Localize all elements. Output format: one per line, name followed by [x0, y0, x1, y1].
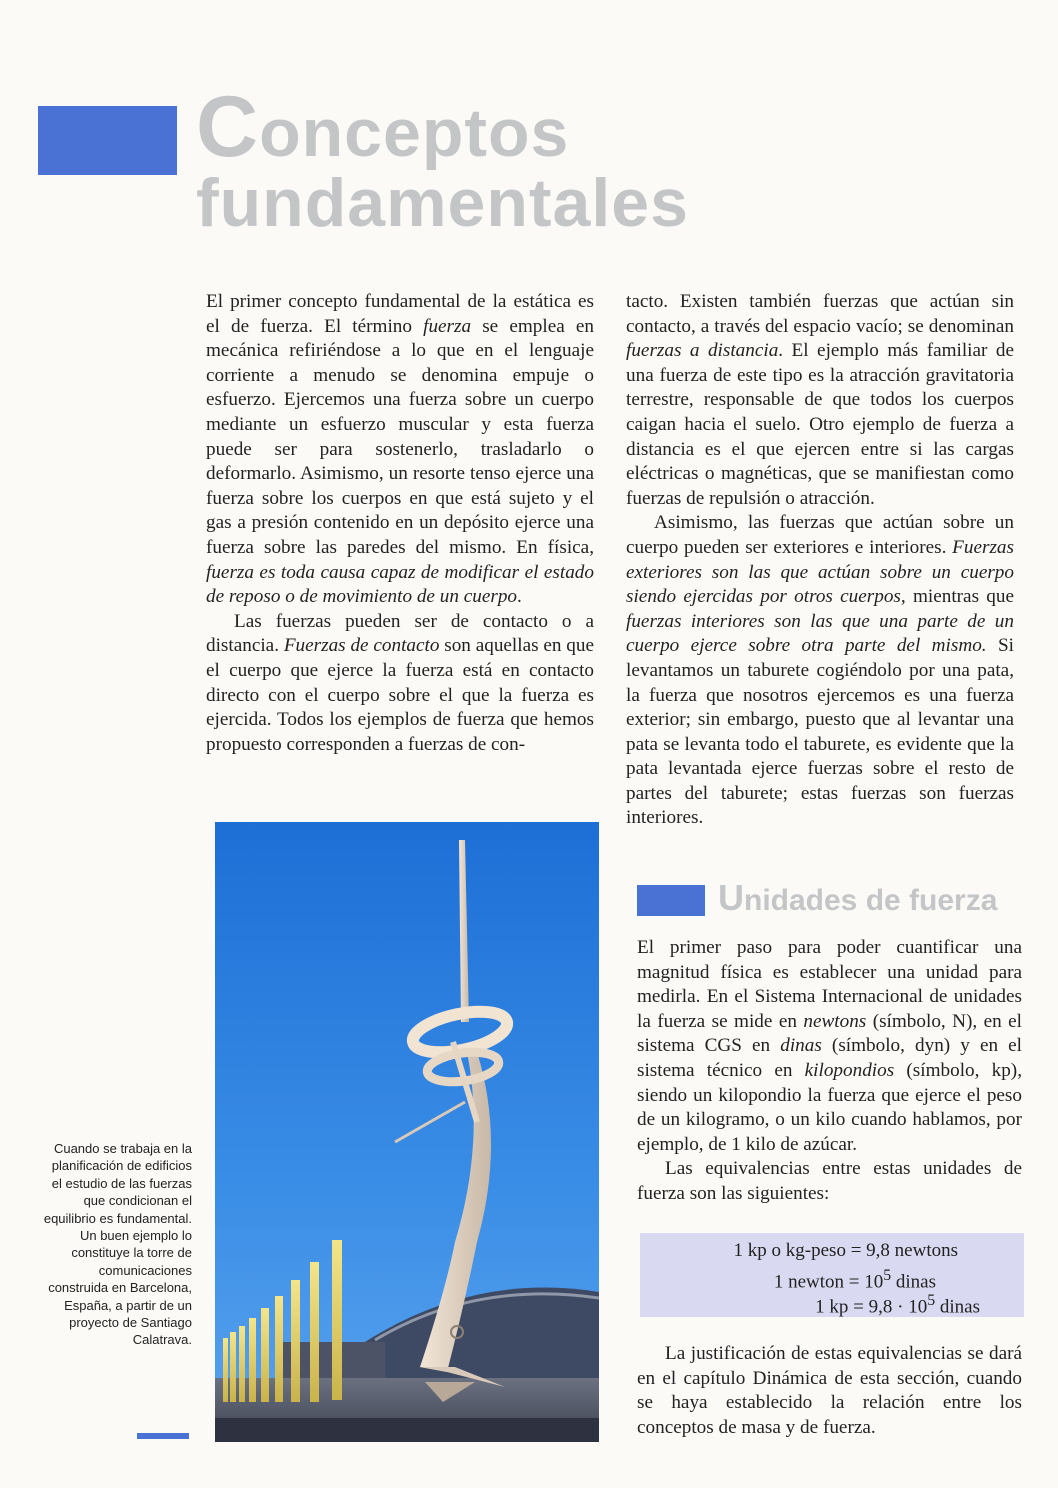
section-heading-rest: nidades de fuerza: [744, 884, 998, 917]
caption-accent-rule: [137, 1433, 189, 1439]
left-paragraph-2: Las fuerzas pueden ser de contacto o a distancia. Fuerzas de contacto son aquellas en que el cuerpo que ejerce la fuerza está en contacto directo con el cuerpo sobre el que la fuerza es ejercida. Todos los ejemplos de fuerza que hemos propuesto corresponden a fuerzas de con-: [206, 610, 594, 755]
section-heading-initial: U: [718, 877, 744, 918]
title-line-1: [196, 79, 689, 175]
left-text-column: [206, 290, 594, 757]
units-paragraph-2: Las equivalencias entre estas unidades de fuerza son las siguientes:: [637, 1158, 1022, 1204]
right-paragraph-2: Asimismo, las fuerzas que actúan sobre un cuerpo pueden ser exteriores e interiores. Fuerzas exteriores son las que actúan sobre un cuerpo siendo ejercidas por otros cuerpos, mientras que fuerzas interiores son las que una parte de un cuerpo ejerce sobre otra parte del mismo. Si levantamos un taburete cogiéndolo por una pata, la fuerza que nosotros ejercemos es una fuerza exterior; sin embargo, puesto que al levantar una pata se levanta todo el taburete, es evidente que la pata levantada ejerce fuerzas sobre el resto de partes del taburete; estas fuerzas son fuerzas interiores.: [626, 512, 1014, 829]
units-paragraph-1: El primer paso para poder cuantificar una magnitud física es establecer una unidad para medirla. En el Sistema Internacional de unidades la fuerza se mide en newtons (símbolo, N), en el sistema CGS en dinas (símbolo, dyn) y en el sistema técnico en kilopondios (símbolo, kp), siendo un kilopondio la fuerza que ejerce el peso de un kilogramo, o un kilo cuando hablamos, por ejemplo, de 1 kilo de azúcar.: [637, 937, 1022, 1155]
tower-photo: [215, 822, 599, 1442]
title-accent-block: [38, 106, 177, 175]
units-text-column: [637, 936, 1022, 1207]
equivalence-1: 1 kp o kg-peso = 9,8 newtons: [733, 1240, 958, 1261]
photo-caption: Cuando se trabaja en la planificación de edificios el estudio de las fuerzas que condicionan el equilibrio es fundamental. Un buen ejemplo lo constituye la torre de comunicaciones construida en Barcelona, España, a partir de un proyecto de Santiago Calatrava.: [43, 1141, 192, 1348]
left-paragraph-1: El primer concepto fundamental de la estática es el de fuerza. El término fuerza se emplea en mecánica refiriéndose a lo que en el lenguaje corriente a menudo se denomina empuje o esfuerzo. Ejercemos una fuerza sobre un cuerpo mediante un esfuerzo muscular y esta fuerza puede ser para sostenerlo, trasladarlo o deformarlo. Asimismo, un resorte tenso ejerce una fuerza sobre los cuerpos en que está sujeto y el gas a presión contenido en un depósito ejerce una fuerza sobre las paredes del mismo. En física, fuerza es toda causa capaz de modificar el estado de reposo o de movimiento de un cuerpo.: [206, 291, 594, 608]
title-line-1-rest: onceptos: [259, 95, 570, 171]
units-paragraph-3: La justificación de estas equivalencias se dará en el capítulo Dinámica de esta sección, cuando se haya establecido la relación entre los conceptos de masa y de fuerza.: [637, 1343, 1022, 1438]
title-initial: C: [196, 79, 260, 175]
title-line-2: fundamentales: [196, 165, 689, 241]
equivalence-2: 1 newton = $10^5$ dinas: [773, 1267, 936, 1293]
right-text-column: [626, 290, 1014, 831]
section-accent-block: [637, 885, 705, 916]
section-heading: [718, 877, 998, 919]
equivalences-box: [640, 1233, 1024, 1317]
equivalence-3: 1 kp = $9,8 \cdot 10^5$ dinas: [815, 1292, 980, 1318]
units-closing-column: [637, 1342, 1022, 1440]
page-title: [196, 79, 689, 241]
right-paragraph-1: tacto. Existen también fuerzas que actúan sin contacto, a través del espacio vacío; se denominan fuerzas a distancia. El ejemplo más familiar de una fuerza de este tipo es la atracción gravitatoria terrestre, responsable de que todos los cuerpos caigan hacia el suelo. Otro ejemplo de fuerza a distancia es el que ejercen entre si las cargas eléctricas o magnéticas, que se manifiestan como fuerzas de repulsión o atracción.: [626, 291, 1014, 509]
